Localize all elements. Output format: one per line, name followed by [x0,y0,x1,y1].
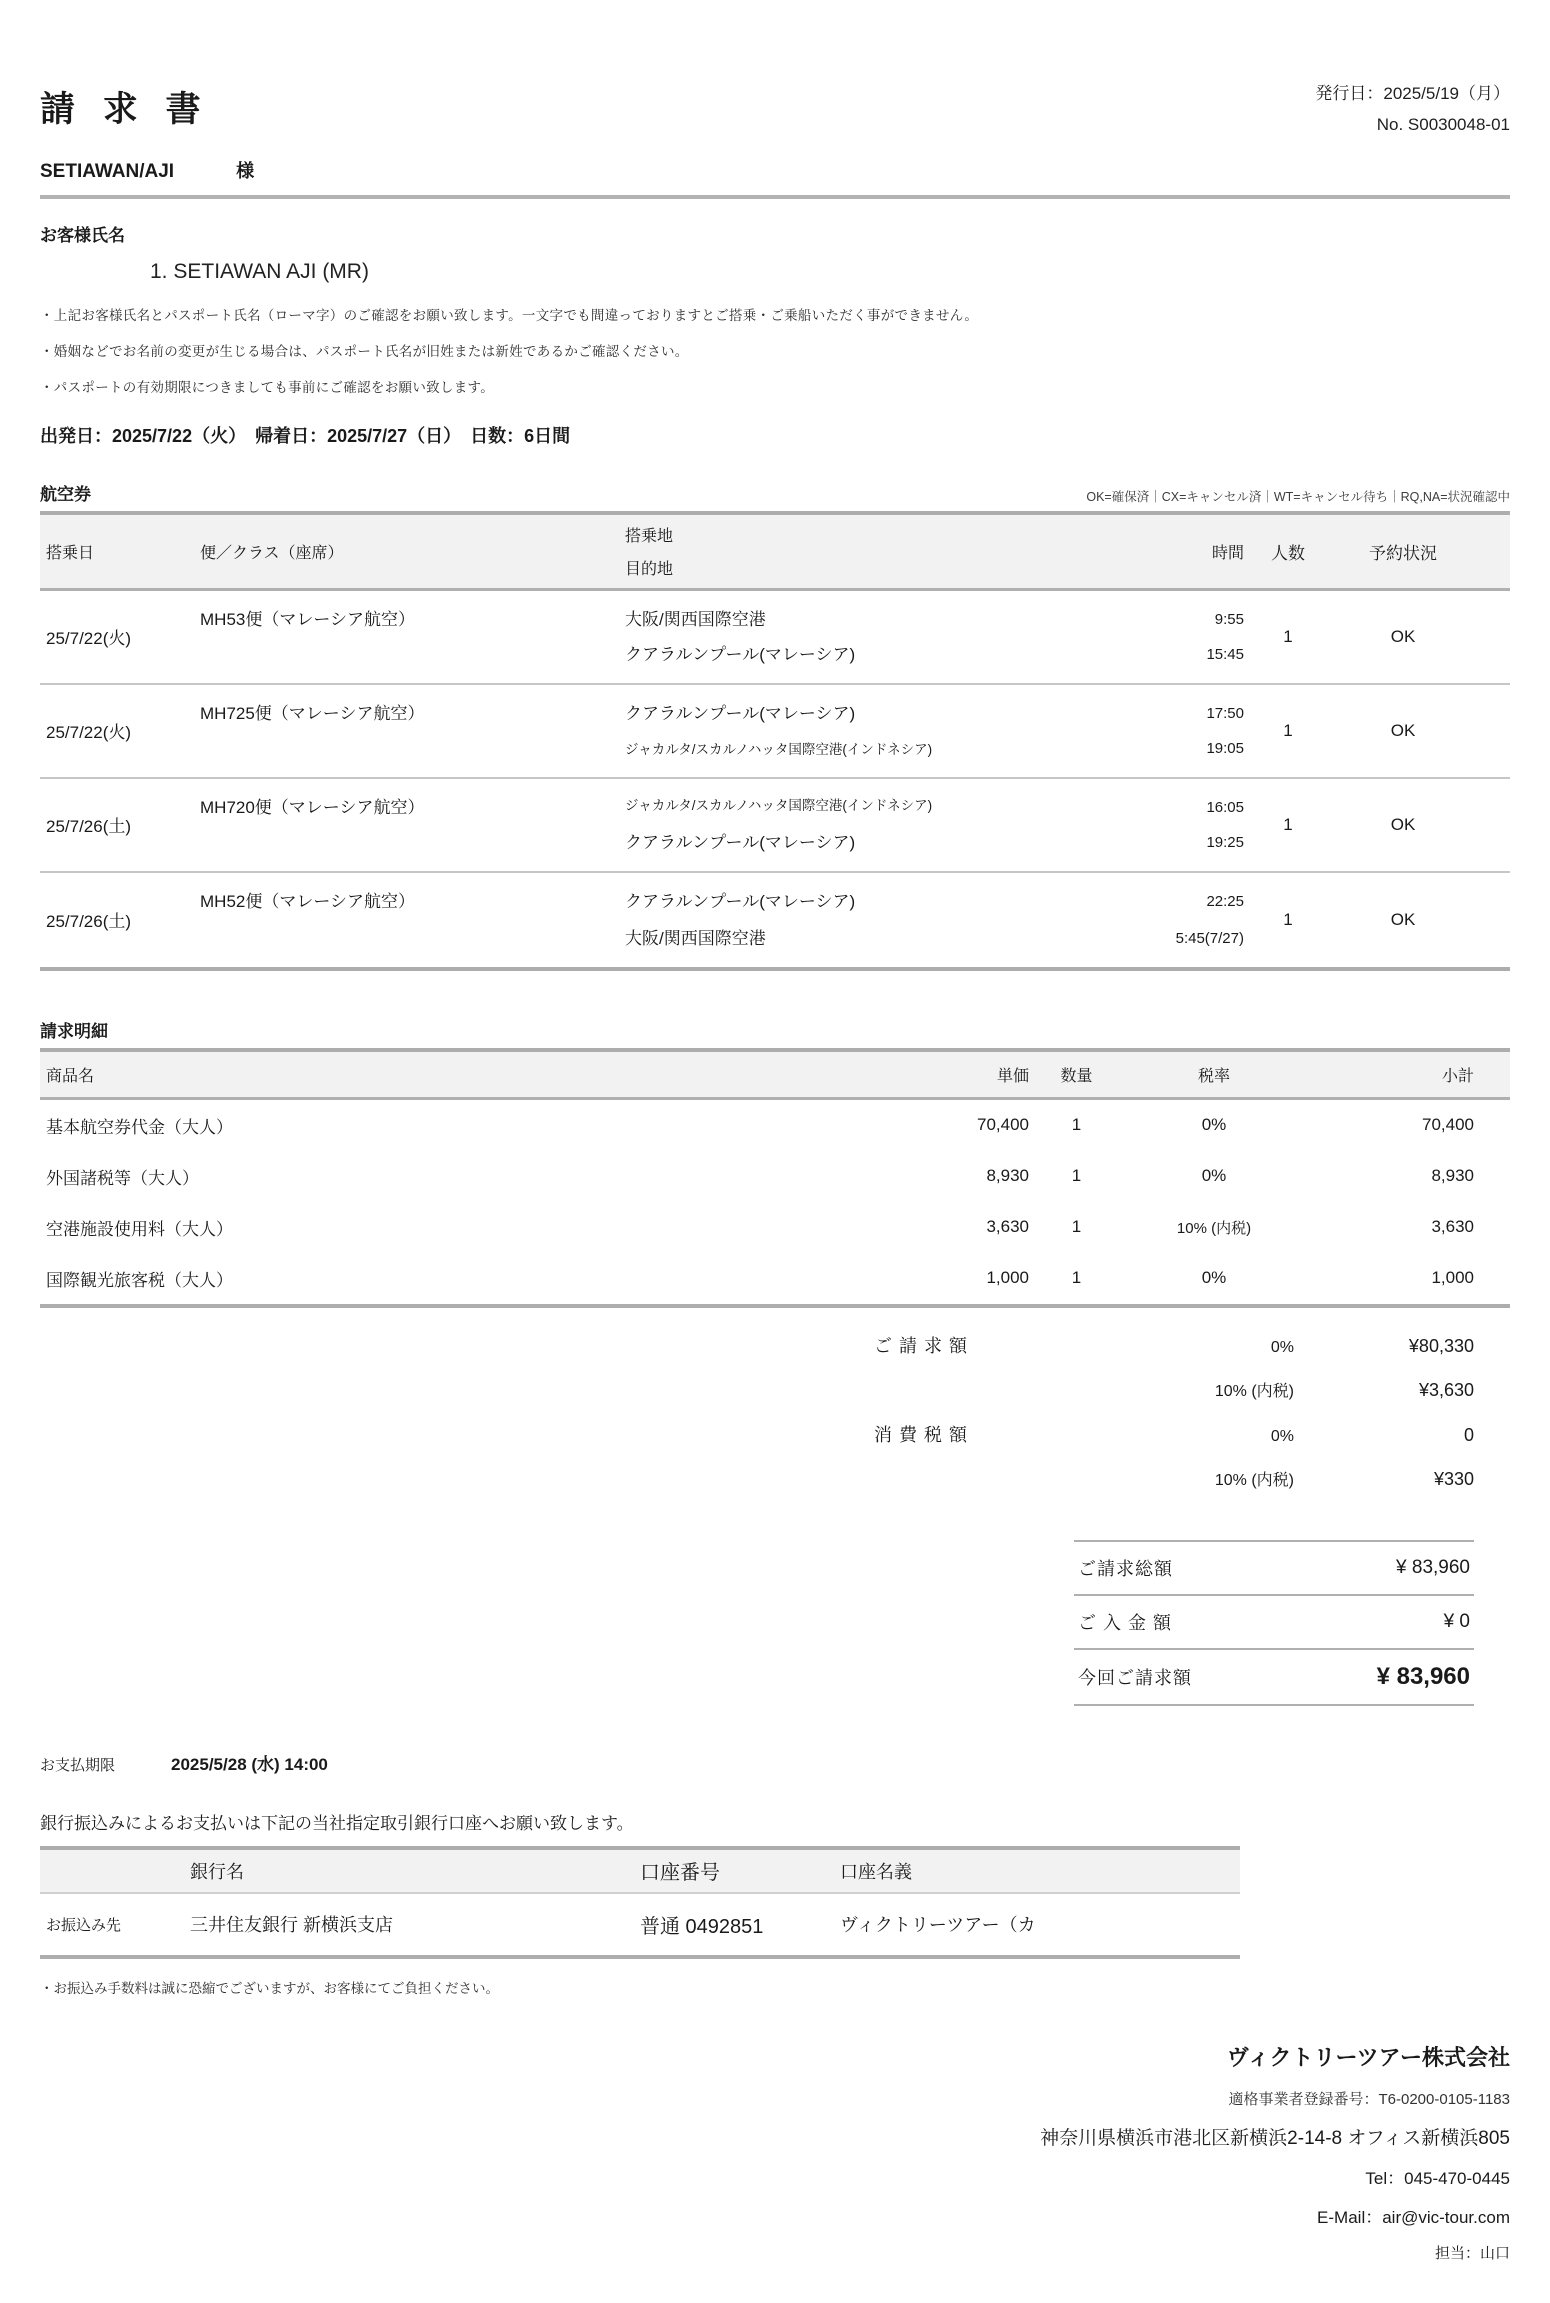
company-registration-no: 適格事業者登録番号：T6-0200-0105-1183 [1228,2090,1510,2108]
col-header-unit-price: 単価 [996,1067,1029,1085]
payment-deadline [40,1750,1510,1775]
flight-status: OK [1390,720,1416,740]
col-header-bank-name: 銀行名 [190,1861,244,1882]
doc-number: No. S0030048-01 [1376,115,1510,135]
quantity: 1 [1071,1217,1082,1237]
flight-date: 25/7/22(火) [46,629,132,649]
col-header-date: 搭乗日 [46,544,95,562]
col-header-qty: 数量 [1060,1067,1093,1085]
col-header-time: 時間 [1211,544,1244,562]
flight-route [625,793,1124,857]
flight-row [40,685,1510,779]
total-row-invoice-total [1074,1540,1474,1596]
item-name: 外国諸税等（大人） [46,1168,199,1188]
passenger-name: 1. SETIAWAN AJI (MR) [150,259,369,283]
tax-summary [40,1322,1474,1500]
departure-time: 17:50 [1206,704,1244,722]
subtotal: 8,930 [1431,1166,1474,1186]
flight-route [625,605,1124,669]
flight-destination: クアラルンプール(マレーシア) [625,832,856,852]
honorific: 様 [236,160,255,181]
flight-origin: ジャカルタ/スカルノハッタ国際空港(インドネシア) [625,797,933,813]
tax-summary-amount: ¥80,330 [1408,1335,1474,1356]
company-email: E-Mail：air@vic-tour.com [1317,2207,1510,2227]
flight-row [40,873,1510,967]
issue-block [1315,78,1510,141]
flight-route [625,699,1124,763]
transfer-to-label: お振込み先 [46,1916,122,1934]
billing-row [40,1202,1510,1253]
flight-times [1124,793,1244,857]
total-amount: ¥ 0 [1443,1610,1470,1632]
col-header-from: 搭乗地 [625,528,674,546]
flight-origin: クアラルンプール(マレーシア) [625,891,856,911]
bank-row [40,1894,1240,1955]
flight-status: OK [1390,814,1416,834]
total-label: ご 入 金 額 [1078,1612,1173,1633]
tax-summary-rate: 10% (内税) [1214,1471,1294,1489]
flight-times [1124,887,1244,953]
transfer-fee-note: ・お振込み手数料は誠に恐縮でございますが、お客様にてご負担ください。 [40,1980,499,1996]
departure-time: 16:05 [1206,798,1244,816]
account-name: ヴィクトリーツアー（カ [840,1915,1036,1936]
flight-pax: 1 [1283,720,1293,740]
unit-price: 1,000 [986,1268,1029,1288]
billing-section-head [40,1017,1510,1042]
tax-rate: 0% [1201,1166,1227,1186]
billing-row [40,1151,1510,1202]
subtotal: 3,630 [1431,1217,1474,1237]
flight-origin: クアラルンプール(マレーシア) [625,703,856,723]
company-name: ヴィクトリーツアー株式会社 [1226,2044,1510,2070]
arrival-time: 5:45(7/27) [1175,929,1244,947]
tax-summary-amount: ¥330 [1433,1468,1474,1489]
item-name: 空港施設使用料（大人） [46,1219,233,1239]
flight-date: 25/7/26(土) [46,912,132,932]
arrival-time: 15:45 [1206,645,1244,663]
billing-row [40,1100,1510,1151]
total-label: 今回ご請求額 [1078,1667,1192,1688]
company-tel: Tel：045-470-0445 [1365,2168,1510,2188]
flights-table-header [40,515,1510,591]
quantity: 1 [1071,1115,1082,1135]
col-header-flight: 便／クラス（座席） [200,544,344,562]
tax-summary-amount: 0 [1463,1424,1474,1445]
flight-route [625,887,1124,953]
flight-destination: 大阪/関西国際空港 [625,928,766,948]
company-address: 神奈川県横浜市港北区新横浜2-14-8 オフィス新横浜805 [1040,2127,1510,2149]
arrival-time: 19:05 [1206,739,1244,757]
total-row-paid-amount [1074,1596,1474,1650]
tax-summary-row [40,1322,1474,1368]
col-header-account-no: 口座番号 [640,1862,720,1885]
status-legend: OK=確保済｜CX=キャンセル済｜WT=キャンセル待ち｜RQ,NA=状況確認中 [1086,489,1510,504]
note-line: ・婚姻などでお名前の変更が生じる場合は、パスポート氏名が旧姓または新姓であるかご確認ください。 [40,343,689,359]
item-name: 基本航空券代金（大人） [46,1117,233,1137]
col-header-route [625,523,1124,579]
tax-summary-rate: 0% [1270,1427,1294,1445]
col-header-subtotal: 小計 [1441,1067,1474,1085]
unit-price: 70,400 [977,1115,1029,1135]
flights-section-head [40,480,1510,505]
bank-table-header [40,1850,1240,1894]
company-block [40,2041,1510,2263]
flight-times [1124,605,1244,669]
billing-table [40,1048,1510,1308]
trip-summary: 出発日：2025/7/22（火） 帰着日：2025/7/27（日） 日数：6日間 [40,425,571,446]
tax-summary-rate: 0% [1270,1338,1294,1356]
flight-origin: 大阪/関西国際空港 [625,609,766,629]
bank-transfer-intro: 銀行振込みによるお支払いは下記の当社指定取引銀行口座へお願い致します。 [40,1813,634,1833]
flight-status: OK [1390,626,1416,646]
quantity: 1 [1071,1166,1082,1186]
payment-deadline-value: 2025/5/28 (水) 14:00 [171,1754,328,1774]
item-name: 国際観光旅客税（大人） [46,1270,233,1290]
flight-number: MH725便（マレーシア航空） [200,703,425,723]
departure-time: 22:25 [1206,892,1244,910]
flight-date: 25/7/26(土) [46,817,132,837]
flight-times [1124,699,1244,763]
tax-rate: 0% [1201,1268,1227,1288]
tax-summary-amount: ¥3,630 [1418,1379,1474,1400]
flight-pax: 1 [1283,626,1293,646]
payment-deadline-label: お支払期限 [40,1756,116,1774]
unit-price: 8,930 [986,1166,1029,1186]
col-header-pax: 人数 [1271,543,1305,563]
tax-summary-rate: 10% (内税) [1214,1382,1294,1400]
tax-rate: 10% (内税) [1176,1219,1252,1237]
billing-table-header [40,1052,1510,1100]
tax-rate: 0% [1201,1115,1227,1135]
billing-row [40,1253,1510,1304]
col-header-status: 予約状況 [1369,543,1437,563]
account-number: 普通 0492851 [640,1915,764,1938]
page-title: 請 求 書 [40,90,210,129]
customer-row [40,157,1510,199]
tax-summary-row [40,1368,1474,1411]
subtotal: 70,400 [1422,1115,1474,1135]
tax-summary-row [40,1457,1474,1500]
flight-number: MH53便（マレーシア航空） [200,609,416,629]
header [40,78,1510,141]
bank-name: 三井住友銀行 新横浜支店 [190,1915,393,1936]
total-label: ご請求総額 [1078,1558,1173,1579]
flight-pax: 1 [1283,909,1293,929]
flight-row [40,591,1510,685]
arrival-time: 19:25 [1206,833,1244,851]
bank-table [40,1846,1240,1959]
col-header-tax-rate: 税率 [1197,1067,1230,1085]
col-header-account-name: 口座名義 [840,1861,912,1882]
company-staff: 担当：山口 [1434,2244,1510,2262]
subtotal: 1,000 [1431,1268,1474,1288]
col-header-to: 目的地 [625,561,674,579]
tax-summary-row [40,1411,1474,1457]
flight-number: MH720便（マレーシア航空） [200,797,425,817]
departure-time: 9:55 [1214,610,1244,628]
flights-table [40,511,1510,971]
note-line: ・パスポートの有効期限につきましても事前にご確認をお願い致します。 [40,379,495,395]
notes [40,304,1510,396]
tax-summary-label: 消 費 税 額 [874,1424,969,1445]
tax-summary-label: ご 請 求 額 [874,1335,969,1356]
quantity: 1 [1071,1268,1082,1288]
customer-section-label: お客様氏名 [40,225,125,245]
flight-status: OK [1390,909,1416,929]
col-header-item: 商品名 [46,1067,95,1085]
total-amount: ¥ 83,960 [1376,1662,1470,1690]
flight-number: MH52便（マレーシア航空） [200,891,416,911]
totals-block [1074,1540,1474,1706]
billing-section-title: 請求明細 [40,1021,108,1041]
unit-price: 3,630 [986,1217,1029,1237]
total-amount: ¥ 83,960 [1396,1556,1470,1578]
flights-section-title: 航空券 [40,484,91,504]
flight-destination: ジャカルタ/スカルノハッタ国際空港(インドネシア) [625,742,933,758]
flight-pax: 1 [1283,814,1293,834]
note-line: ・上記お客様氏名とパスポート氏名（ローマ字）のご確認をお願い致します。一文字でも間違っておりますとご搭乗・ご乗船いただく事ができません。 [40,307,979,323]
customer-name: SETIAWAN/AJI [40,160,175,182]
flight-date: 25/7/22(火) [46,723,132,743]
issue-date: 発行日：2025/5/19（月） [1315,84,1510,103]
total-row-amount-due [1074,1650,1474,1706]
flight-destination: クアラルンプール(マレーシア) [625,644,856,664]
flight-row [40,779,1510,873]
